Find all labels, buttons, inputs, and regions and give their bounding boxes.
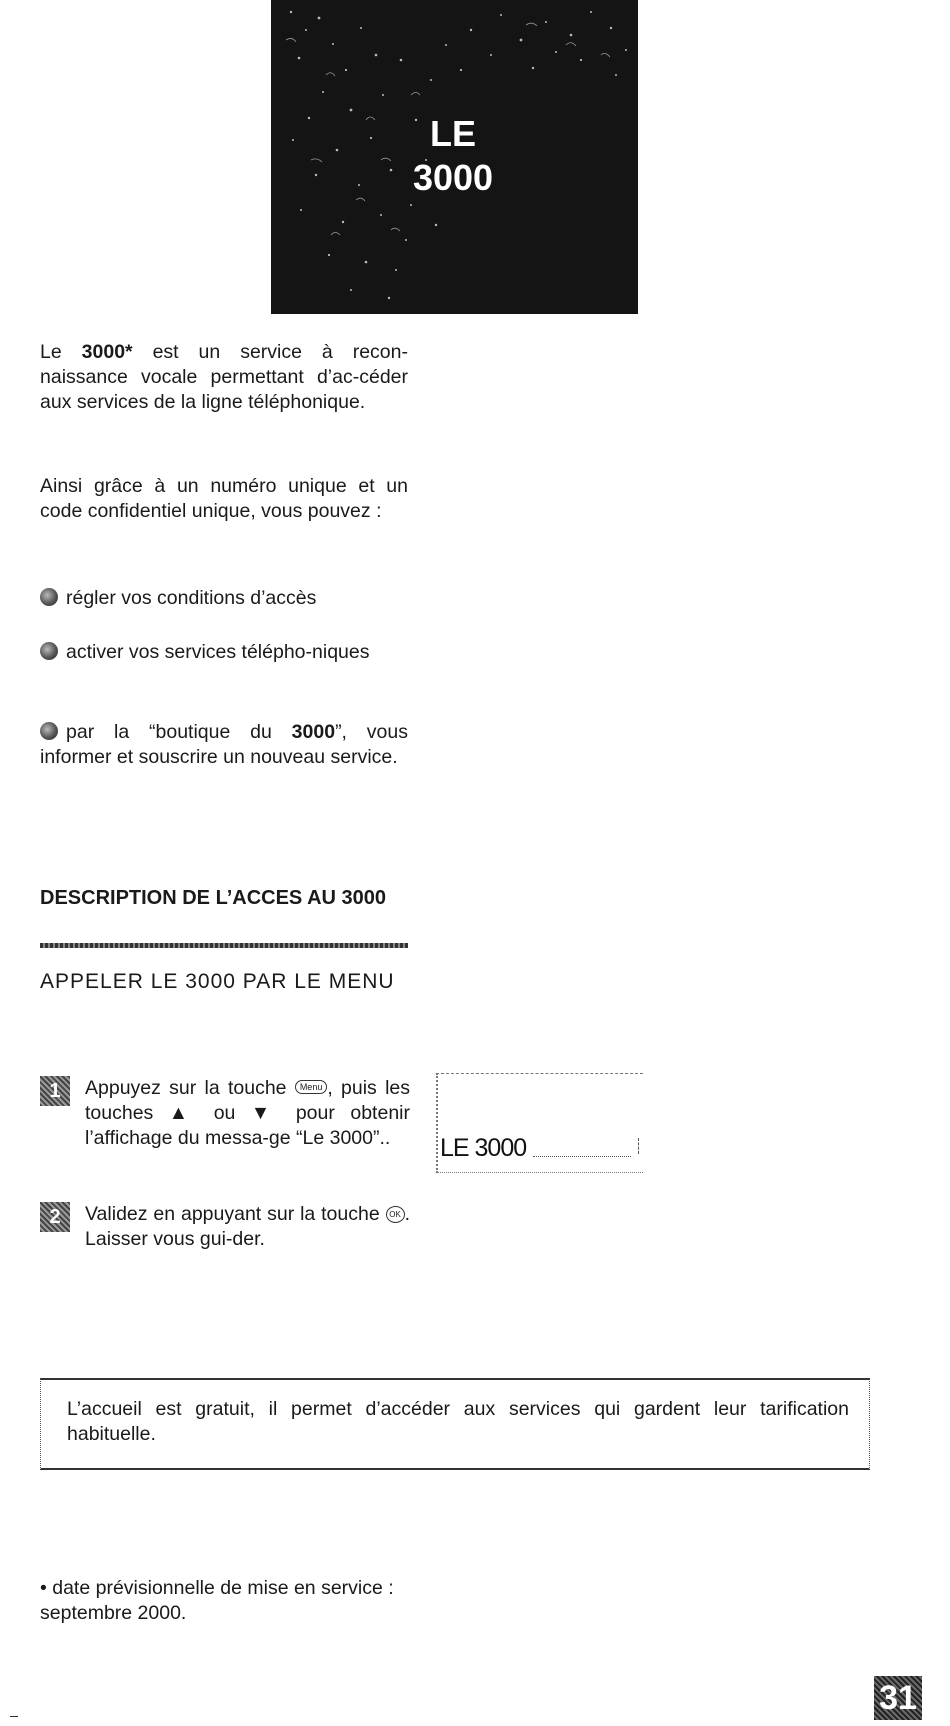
bullet-item: [40, 720, 408, 770]
banner-image: [271, 0, 638, 314]
intro-paragraph: [40, 340, 408, 415]
step-2: [40, 1202, 410, 1252]
section-subheading: APPELER LE 3000 PAR LE MENU: [40, 970, 395, 993]
intro-bold: 3000*: [81, 341, 133, 363]
banner-title-line1: LE: [429, 113, 476, 154]
bullet-text: régler vos conditions d’accès: [66, 587, 317, 609]
intro-paragraph-2: Ainsi grâce à un numéro unique et un code confidentiel unique, vous pouvez :: [40, 475, 408, 522]
menu-key-icon: Menu: [295, 1080, 328, 1094]
bullet-icon: [40, 722, 58, 740]
ok-key-icon: OK: [386, 1206, 405, 1223]
step-text: [85, 1202, 410, 1252]
banner-title-line2: 3000: [412, 157, 494, 198]
bullet-prefix: par la “boutique du: [66, 721, 292, 743]
intro-rest: est un service à recon-naissance vocale permettant d’ac-céder aux services de la ligne téléphonique.: [40, 341, 408, 413]
step-text-a: Appuyez sur la touche: [85, 1077, 287, 1099]
bullet-item: [40, 640, 408, 665]
bullet-bold: 3000: [291, 721, 336, 743]
heading-rule: [40, 943, 408, 948]
notice-text: L’accueil est gratuit, il permet d’accéder aux services qui gardent leur tarification habituelle.: [67, 1398, 849, 1445]
step-text-b: , puis les touches ▲ ou ▼ pour obtenir l’affichage du messa-ge “Le 3000”..: [85, 1077, 410, 1149]
bullet-icon: [40, 642, 58, 660]
bullet-icon: [40, 588, 58, 606]
step-1: [40, 1076, 410, 1151]
intro-prefix: Le: [40, 341, 82, 363]
bullet-suffix: ”, vous informer et souscrire un nouveau service.: [40, 721, 408, 768]
notice-box: [40, 1378, 870, 1470]
display-text: LE 3000: [440, 1134, 527, 1162]
step-text: [85, 1076, 410, 1151]
step-text-b: . Laisser vous gui-der.: [85, 1203, 410, 1250]
step-text-a: Validez en appuyant sur la touche: [85, 1203, 380, 1225]
display-dots: [533, 1156, 631, 1157]
phone-display: [436, 1073, 643, 1173]
bullet-text: activer vos services télépho-niques: [66, 641, 370, 663]
corner-mark: [10, 1716, 18, 1717]
step-number: 2: [40, 1202, 70, 1232]
bullet-item: [40, 586, 408, 611]
footnote: • date prévisionnelle de mise en service : septembre 2000.: [40, 1577, 394, 1624]
step-number: 1: [40, 1076, 70, 1106]
section-heading: DESCRIPTION DE L’ACCES AU 3000: [40, 887, 387, 909]
page-number: 31: [874, 1676, 922, 1720]
display-cursor: [638, 1138, 640, 1154]
banner-title: [405, 112, 501, 200]
